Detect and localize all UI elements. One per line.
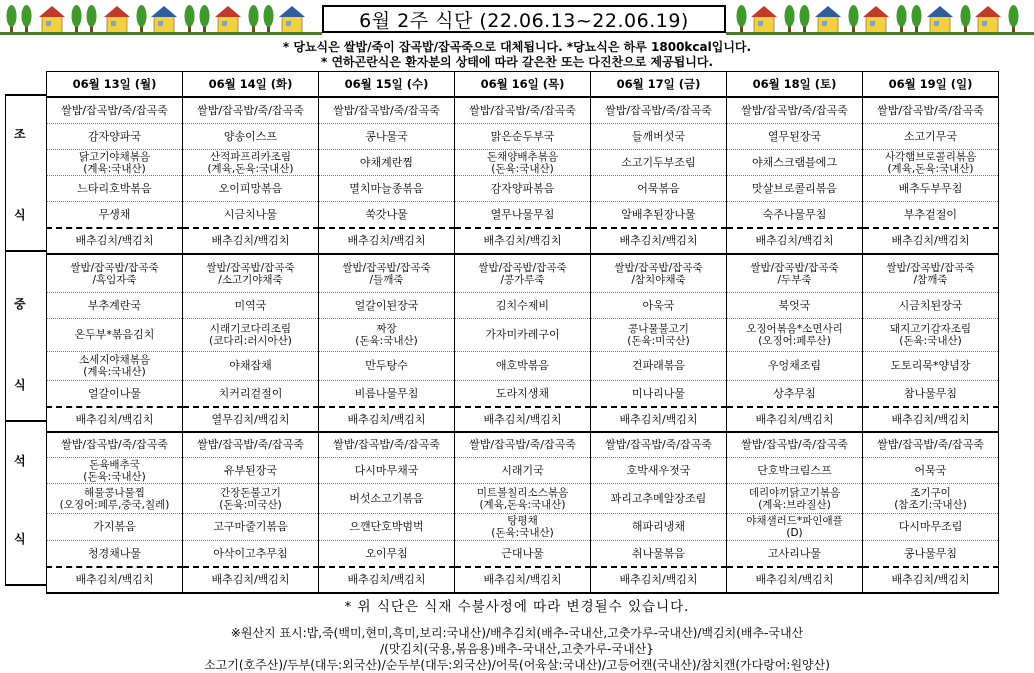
day-header: 06월 15일 (수) bbox=[319, 72, 455, 98]
menu-cell: 쌀밥/잡곡밥/잡곡죽 /들깨죽 bbox=[319, 254, 455, 293]
menu-cell: 배추두부무침 bbox=[863, 176, 999, 202]
menu-cell: 건파래볶음 bbox=[591, 352, 727, 381]
meal-label-rule bbox=[5, 584, 46, 586]
menu-cell: 배추김치/백김치 bbox=[319, 228, 455, 254]
menu-cell: 가자미카레구이 bbox=[455, 319, 591, 352]
menu-cell: 배추김치/백김치 bbox=[863, 228, 999, 254]
day-header: 06월 14일 (화) bbox=[183, 72, 319, 98]
menu-cell: 쌀밥/잡곡밥/죽/잡곡죽 bbox=[183, 97, 319, 124]
menu-cell: 쌀밥/잡곡밥/죽/잡곡죽 bbox=[863, 432, 999, 458]
menu-cell: 우엉채조림 bbox=[727, 352, 863, 381]
menu-cell: 무생채 bbox=[47, 202, 183, 229]
menu-cell: 해파리냉채 bbox=[591, 514, 727, 541]
menu-row bbox=[47, 484, 999, 514]
menu-cell: 배추김치/백김치 bbox=[455, 228, 591, 254]
menu-cell: 야채잡채 bbox=[183, 352, 319, 381]
menu-cell: 맑은순두부국 bbox=[455, 124, 591, 150]
menu-cell: 배추김치/백김치 bbox=[727, 228, 863, 254]
menu-cell: 배추김치/백김치 bbox=[47, 228, 183, 254]
menu-cell: 상추무침 bbox=[727, 381, 863, 408]
menu-cell: 취나물볶음 bbox=[591, 541, 727, 568]
tree-icon bbox=[961, 5, 971, 34]
menu-cell: 쌀밥/잡곡밥/죽/잡곡죽 bbox=[47, 432, 183, 458]
tree-icon bbox=[912, 5, 922, 34]
menu-cell: 쌀밥/잡곡밥/죽/잡곡죽 bbox=[319, 432, 455, 458]
menu-row bbox=[47, 567, 999, 593]
menu-cell: 애호박볶음 bbox=[455, 352, 591, 381]
menu-row bbox=[47, 228, 999, 254]
menu-cell: 미나리나물 bbox=[591, 381, 727, 408]
menu-cell: 배추김치/백김치 bbox=[183, 228, 319, 254]
menu-cell: 얼갈이된장국 bbox=[319, 293, 455, 319]
tree-icon bbox=[87, 5, 97, 34]
menu-cell: 가지볶음 bbox=[47, 514, 183, 541]
menu-cell: 참나물무침 bbox=[863, 381, 999, 408]
menu-cell: 비름나물무침 bbox=[319, 381, 455, 408]
menu-cell: 청경채나물 bbox=[47, 541, 183, 568]
menu-cell: 간장돈불고기 (돈육:미국산) bbox=[183, 484, 319, 514]
house-icon bbox=[815, 6, 841, 33]
menu-cell: 열무김치/백김치 bbox=[183, 407, 319, 432]
menu-cell: 배추김치/백김치 bbox=[455, 567, 591, 593]
house-icon bbox=[863, 6, 889, 33]
house-icon bbox=[215, 6, 241, 33]
menu-cell: 쌀밥/잡곡밥/죽/잡곡죽 bbox=[863, 97, 999, 124]
weekly-menu-table bbox=[46, 71, 999, 594]
menu-cell: 배추김치/백김치 bbox=[591, 567, 727, 593]
menu-cell: 버섯소고기볶음 bbox=[319, 484, 455, 514]
tree-icon bbox=[200, 5, 210, 34]
dinner-label-bottom: 식 bbox=[14, 532, 26, 546]
menu-row bbox=[47, 407, 999, 432]
meal-label-rule bbox=[5, 250, 46, 252]
menu-cell: 감자양파국 bbox=[47, 124, 183, 150]
menu-cell: 김치수제비 bbox=[455, 293, 591, 319]
tree-icon bbox=[249, 5, 259, 34]
menu-cell: 배추김치/백김치 bbox=[319, 567, 455, 593]
tree-icon bbox=[897, 5, 907, 34]
dysphagia-note: * 연하곤란식은 환자분의 상태에 따라 갈은찬 또는 다진찬으로 제공됩니다. bbox=[320, 55, 714, 69]
day-header: 06월 19일 (일) bbox=[863, 72, 999, 98]
menu-cell: 치커리겉절이 bbox=[183, 381, 319, 408]
house-icon bbox=[39, 6, 65, 33]
menu-cell: 소고기두부조림 bbox=[591, 150, 727, 176]
menu-cell: 쌀밥/잡곡밥/잡곡죽 /흑임자죽 bbox=[47, 254, 183, 293]
menu-cell: 북엇국 bbox=[727, 293, 863, 319]
menu-cell: 미역국 bbox=[183, 293, 319, 319]
menu-cell: 양송이스프 bbox=[183, 124, 319, 150]
menu-cell: 열무된장국 bbox=[727, 124, 863, 150]
menu-cell: 열무나물무침 bbox=[455, 202, 591, 229]
village-decoration-right bbox=[732, 2, 1032, 36]
menu-cell: 야채스크램블에그 bbox=[727, 150, 863, 176]
menu-cell: 쌀밥/잡곡밥/죽/잡곡죽 bbox=[47, 97, 183, 124]
ground-line-left bbox=[0, 32, 322, 35]
menu-cell: 부추겉절이 bbox=[863, 202, 999, 229]
menu-cell: 콩나물불고기 (돈육:미국산) bbox=[591, 319, 727, 352]
house-icon bbox=[751, 6, 777, 33]
lunch-label-top: 중 bbox=[14, 297, 26, 311]
menu-cell: 쑥갓나물 bbox=[319, 202, 455, 229]
menu-row bbox=[47, 176, 999, 202]
tree-icon bbox=[737, 5, 747, 34]
menu-cell: 배추김치/백김치 bbox=[319, 407, 455, 432]
menu-row bbox=[47, 202, 999, 229]
menu-cell: 배추김치/백김치 bbox=[591, 407, 727, 432]
menu-cell: 고사리나물 bbox=[727, 541, 863, 568]
menu-cell: 콩나물국 bbox=[319, 124, 455, 150]
menu-row bbox=[47, 514, 999, 541]
day-header: 06월 13일 (월) bbox=[47, 72, 183, 98]
menu-cell: 사각햄브로콜리볶음 (계육,돈육:국내산) bbox=[863, 150, 999, 176]
menu-cell: 쌀밥/잡곡밥/잡곡죽 /소고기야채죽 bbox=[183, 254, 319, 293]
title-text: 6월 2주 식단 (22.06.13~22.06.19) bbox=[359, 9, 689, 32]
menu-cell: 숙주나물무침 bbox=[727, 202, 863, 229]
menu-cell: 쌀밥/잡곡밥/죽/잡곡죽 bbox=[591, 432, 727, 458]
menu-cell: 호박새우젓국 bbox=[591, 458, 727, 484]
menu-cell: 아삭이고추무침 bbox=[183, 541, 319, 568]
tree-icon bbox=[72, 5, 82, 34]
menu-cell: 쌀밥/잡곡밥/죽/잡곡죽 bbox=[727, 432, 863, 458]
menu-cell: 배추김치/백김치 bbox=[727, 407, 863, 432]
menu-cell: 조기구이 (참조기:국내산) bbox=[863, 484, 999, 514]
menu-cell: 오이무침 bbox=[319, 541, 455, 568]
menu-cell: 오이피망볶음 bbox=[183, 176, 319, 202]
menu-cell: 쌀밥/잡곡밥/죽/잡곡죽 bbox=[455, 432, 591, 458]
menu-cell: 맛살브로콜리볶음 bbox=[727, 176, 863, 202]
menu-cell: 단호박크림스프 bbox=[727, 458, 863, 484]
menu-cell: 배추김치/백김치 bbox=[183, 567, 319, 593]
menu-cell: 느타리호박볶음 bbox=[47, 176, 183, 202]
menu-cell: 야채계란찜 bbox=[319, 150, 455, 176]
menu-cell: 배추김치/백김치 bbox=[863, 407, 999, 432]
dinner-label-top: 석 bbox=[14, 454, 26, 468]
menu-cell: 데리야끼닭고기볶음 (계육:브라질산) bbox=[727, 484, 863, 514]
menu-cell: 콩나물무침 bbox=[863, 541, 999, 568]
change-notice: * 위 식단은 식재 수불사정에 따라 변경될수 있습니다. bbox=[344, 599, 690, 615]
tree-icon bbox=[137, 5, 147, 34]
menu-cell: 으깬단호박범벅 bbox=[319, 514, 455, 541]
menu-cell: 다시마무채국 bbox=[319, 458, 455, 484]
origin-line-1: ※원산지 표시:밥,죽(백미,현미,흑미,보리:국내산)/배추김치(배추-국내산,고춧가루-국내산)/백김치(배추-국내산 bbox=[230, 626, 804, 640]
menu-row bbox=[47, 352, 999, 381]
menu-cell: 산적파프리카조림 (계육,돈육:국내산) bbox=[183, 150, 319, 176]
menu-cell: 다시마무조림 bbox=[863, 514, 999, 541]
menu-cell: 유부된장국 bbox=[183, 458, 319, 484]
menu-cell: 어묵볶음 bbox=[591, 176, 727, 202]
house-icon bbox=[104, 6, 130, 33]
house-icon bbox=[151, 6, 177, 33]
menu-cell: 소세지야채볶음 (계육:국내산) bbox=[47, 352, 183, 381]
tree-icon bbox=[185, 5, 195, 34]
menu-cell: 쌀밥/잡곡밥/잡곡죽 /두부죽 bbox=[727, 254, 863, 293]
tree-icon bbox=[7, 5, 17, 34]
ground-line-right bbox=[726, 32, 1034, 35]
menu-row bbox=[47, 254, 999, 293]
lunch-label-bottom: 식 bbox=[14, 378, 26, 392]
tree-icon bbox=[849, 5, 859, 34]
meal-label-column-border bbox=[5, 95, 6, 586]
menu-cell: 시금치나물 bbox=[183, 202, 319, 229]
menu-cell: 배추김치/백김치 bbox=[47, 567, 183, 593]
tree-icon bbox=[22, 5, 32, 34]
menu-cell: 짜장 (돈육:국내산) bbox=[319, 319, 455, 352]
diabetic-note: * 당뇨식은 쌀밥/죽이 잡곡밥/잡곡죽으로 대체됩니다. *당뇨식은 하루 1800kcal입니다. bbox=[282, 40, 752, 54]
menu-cell: 만두탕수 bbox=[319, 352, 455, 381]
tree-icon bbox=[785, 5, 795, 34]
menu-row bbox=[47, 458, 999, 484]
menu-cell: 고구마줄기볶음 bbox=[183, 514, 319, 541]
day-header-row bbox=[47, 72, 999, 98]
menu-cell: 배추김치/백김치 bbox=[863, 567, 999, 593]
breakfast-label-top: 조 bbox=[14, 127, 26, 141]
menu-cell: 어묵국 bbox=[863, 458, 999, 484]
menu-cell: 쌀밥/잡곡밥/죽/잡곡죽 bbox=[591, 97, 727, 124]
menu-cell: 돈육배추국 (돈육:국내산) bbox=[47, 458, 183, 484]
menu-cell: 쌀밥/잡곡밥/죽/잡곡죽 bbox=[727, 97, 863, 124]
house-icon bbox=[975, 6, 1001, 33]
origin-line-3: 소고기(호주산)/두부(대두:외국산)/순두부(대두:외국산)/어묵(어육살:국내산)/고등어캔(국내산)/참치캔(가다랑어:원양산) bbox=[204, 658, 830, 672]
menu-cell: 오징어볶음*소면사리 (오징어:페루산) bbox=[727, 319, 863, 352]
menu-cell: 해물콩나물찜 (오징어:페루,중국,칠레) bbox=[47, 484, 183, 514]
menu-cell: 들깨버섯국 bbox=[591, 124, 727, 150]
menu-cell: 쌀밥/잡곡밥/잡곡죽 /콩가루죽 bbox=[455, 254, 591, 293]
menu-row bbox=[47, 150, 999, 176]
menu-cell: 소고기무국 bbox=[863, 124, 999, 150]
menu-cell: 쌀밥/잡곡밥/죽/잡곡죽 bbox=[455, 97, 591, 124]
menu-cell: 멸치마늘종볶음 bbox=[319, 176, 455, 202]
menu-cell: 얼갈이나물 bbox=[47, 381, 183, 408]
page-title bbox=[322, 5, 726, 33]
tree-icon bbox=[800, 5, 810, 34]
menu-cell: 배추김치/백김치 bbox=[727, 567, 863, 593]
menu-cell: 쌀밥/잡곡밥/죽/잡곡죽 bbox=[183, 432, 319, 458]
house-icon bbox=[927, 6, 953, 33]
menu-cell: 꽈리고추메알장조림 bbox=[591, 484, 727, 514]
tree-icon bbox=[264, 5, 274, 34]
menu-cell: 알배추된장나물 bbox=[591, 202, 727, 229]
day-header: 06월 17일 (금) bbox=[591, 72, 727, 98]
menu-cell: 배추김치/백김치 bbox=[591, 228, 727, 254]
menu-row bbox=[47, 97, 999, 124]
menu-cell: 부추계란국 bbox=[47, 293, 183, 319]
meal-label-rule bbox=[5, 420, 46, 422]
menu-row bbox=[47, 319, 999, 352]
tree-icon bbox=[1009, 5, 1019, 34]
menu-cell: 도토리묵*양념장 bbox=[863, 352, 999, 381]
menu-row bbox=[47, 381, 999, 408]
menu-row bbox=[47, 293, 999, 319]
menu-cell: 아욱국 bbox=[591, 293, 727, 319]
menu-cell: 배추김치/백김치 bbox=[455, 407, 591, 432]
menu-cell: 닭고기야채볶음 (계육:국내산) bbox=[47, 150, 183, 176]
menu-cell: 쌀밥/잡곡밥/잡곡죽 /참깨죽 bbox=[863, 254, 999, 293]
menu-row bbox=[47, 124, 999, 150]
menu-row bbox=[47, 432, 999, 458]
menu-cell: 쌀밥/잡곡밥/죽/잡곡죽 bbox=[319, 97, 455, 124]
menu-cell: 쌀밥/잡곡밥/잡곡죽 /참치야채죽 bbox=[591, 254, 727, 293]
menu-cell: 시금치된장국 bbox=[863, 293, 999, 319]
menu-cell: 시래기코다리조림 (코다리:러시아산) bbox=[183, 319, 319, 352]
menu-row bbox=[47, 541, 999, 568]
menu-cell: 감자양파볶음 bbox=[455, 176, 591, 202]
house-icon bbox=[279, 6, 305, 33]
menu-cell: 돼지고기감자조림 (돈육:국내산) bbox=[863, 319, 999, 352]
menu-cell: 탕평채 (돈육:국내산) bbox=[455, 514, 591, 541]
origin-line-2: /(맛김치(국용,볶음용)배추-국내산,고춧가루-국내산} bbox=[380, 642, 654, 656]
menu-cell: 온두부*볶음김치 bbox=[47, 319, 183, 352]
day-header: 06월 16일 (목) bbox=[455, 72, 591, 98]
menu-cell: 야채샐러드*파인애플 (D) bbox=[727, 514, 863, 541]
menu-cell: 배추김치/백김치 bbox=[47, 407, 183, 432]
breakfast-label-bottom: 식 bbox=[14, 208, 26, 222]
menu-cell: 돈채양배추볶음 (돈육:국내산) bbox=[455, 150, 591, 176]
menu-cell: 근대나물 bbox=[455, 541, 591, 568]
day-header: 06월 18일 (토) bbox=[727, 72, 863, 98]
menu-cell: 도라지생채 bbox=[455, 381, 591, 408]
menu-cell: 시래기국 bbox=[455, 458, 591, 484]
menu-cell: 미트볼칠리소스볶음 (계육,돈육:국내산) bbox=[455, 484, 591, 514]
village-decoration-left bbox=[2, 2, 314, 36]
meal-label-rule bbox=[5, 94, 46, 96]
